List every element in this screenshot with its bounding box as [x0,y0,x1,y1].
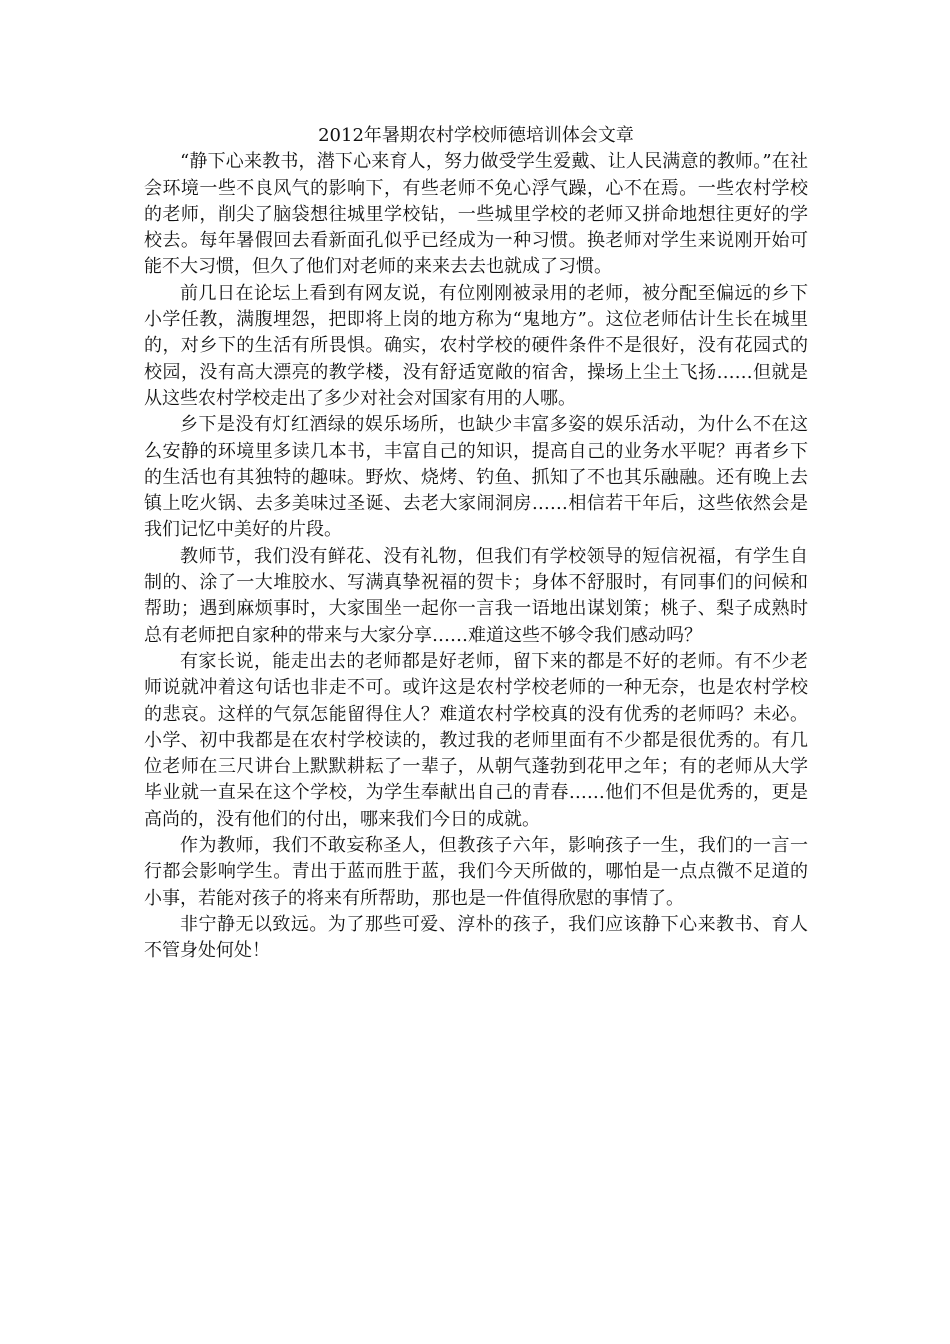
article-body [144,123,808,965]
paragraph: 非宁静无以致远。为了那些可爱、淳朴的孩子，我们应该静下心来教书、育人不管身处何处！ [144,913,808,962]
document-title: 2012年暑期农村学校师德培训体会文章 [318,125,634,146]
paragraph: 作为教师，我们不敢妄称圣人，但教孩子六年，影响孩子一生，我们的一言一行都会影响学生。青出于蓝而胜于蓝，我们今天所做的，哪怕是一点点微不足道的小事，若能对孩子的将来有所帮助，那也是一件值得欣慰的事情了。 [144,835,808,909]
paragraph: 乡下是没有灯红酒绿的娱乐场所，也缺少丰富多姿的娱乐活动，为什么不在这么安静的环境里多读几本书，丰富自己的知识，提高自己的业务水平呢？再者乡下的生活也有其独特的趣味。野炊、烧烤、钓鱼、抓知了不也其乐融融。还有晚上去镇上吃火锅、去多美味过圣诞、去老大家闹洞房……相信若干年后，这些依然会是我们记忆中美好的片段。 [144,414,808,541]
paragraph: “静下心来教书，潜下心来育人，努力做受学生爱戴、让人民满意的教师。”在社会环境一些不良风气的影响下，有些老师不免心浮气躁，心不在焉。一些农村学校的老师，削尖了脑袋想往城里学校钻，一些城里学校的老师又拼命地想往更好的学校去。每年暑假回去看新面孔似乎已经成为一种习惯。换老师对学生来说刚开始可能不大习惯，但久了他们对老师的来来去去也就成了习惯。 [144,151,808,278]
paragraph: 教师节，我们没有鲜花、没有礼物，但我们有学校领导的短信祝福，有学生自制的、涂了一大堆胶水、写满真挚祝福的贺卡；身体不舒服时，有同事们的问候和帮助；遇到麻烦事时，大家围坐一起你一言我一语地出谋划策；桃子、梨子成熟时总有老师把自家种的带来与大家分享……难道这些不够令我们感动吗？ [144,545,808,646]
paragraph: 有家长说，能走出去的老师都是好老师，留下来的都是不好的老师。有不少老师说就冲着这句话也非走不可。或许这是农村学校老师的一种无奈，也是农村学校的悲哀。这样的气氛怎能留得住人？难道农村学校真的没有优秀的老师吗？未必。小学、初中我都是在农村学校读的，教过我的老师里面有不少都是很优秀的。有几位老师在三尺讲台上默默耕耘了一辈子，从朝气蓬勃到花甲之年；有的老师从大学毕业就一直呆在这个学校，为学生奉献出自己的青春……他们不但是优秀的，更是高尚的，没有他们的付出，哪来我们今日的成就。 [144,650,808,830]
paragraph: 前几日在论坛上看到有网友说，有位刚刚被录用的老师，被分配至偏远的乡下小学任教，满腹埋怨，把即将上岗的地方称为“鬼地方”。这位老师估计生长在城里的，对乡下的生活有所畏惧。确实，农村学校的硬件条件不是很好，没有花园式的校园，没有高大漂亮的教学楼，没有舒适宽敞的宿舍，操场上尘土飞扬……但就是从这些农村学校走出了多少对社会对国家有用的人哪。 [144,282,808,409]
